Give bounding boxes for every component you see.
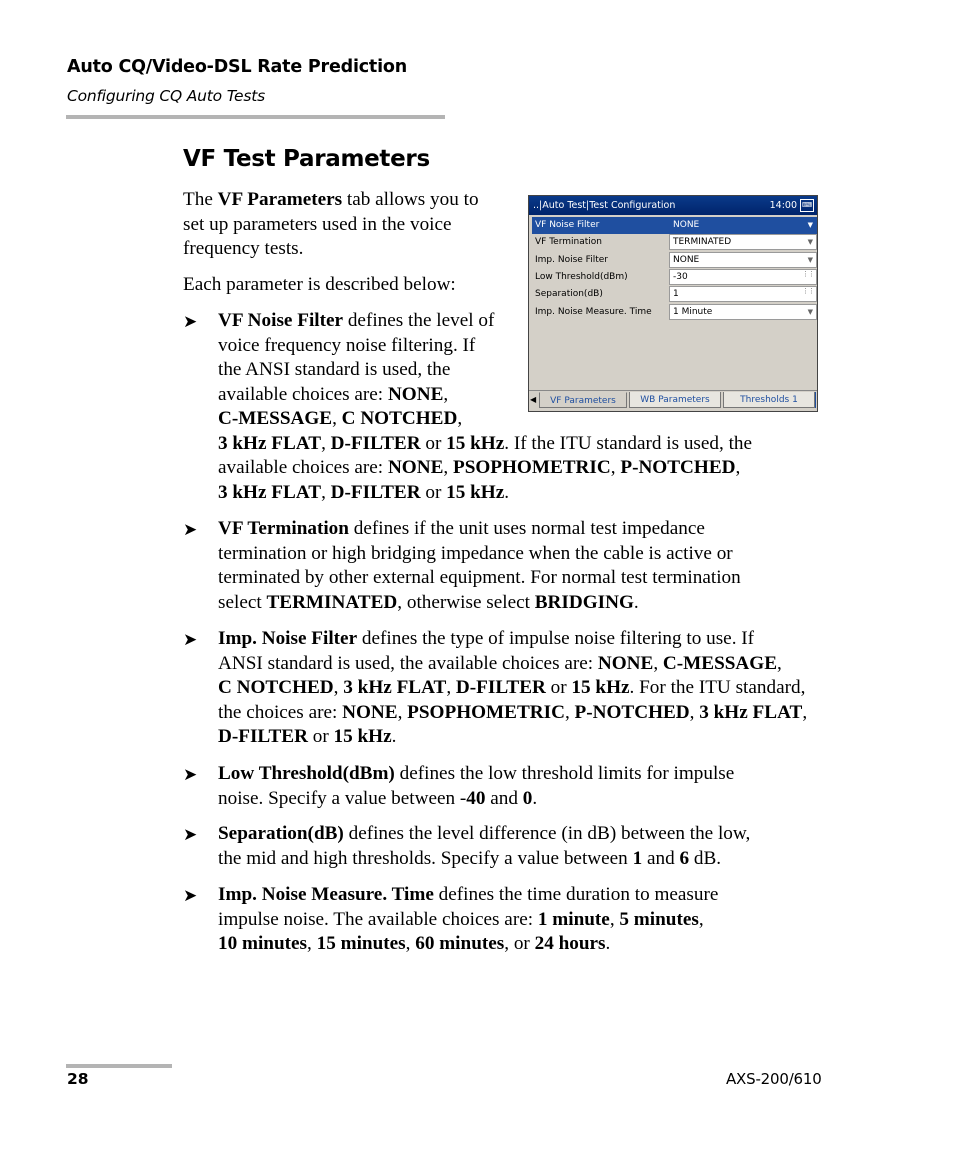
text-line: C-MESSAGE, C NOTCHED, xyxy=(218,408,463,429)
header-chapter-title: Auto CQ/Video-DSL Rate Prediction xyxy=(67,57,407,77)
bold-term: VF Termination xyxy=(218,518,349,539)
device-clock: 14:00 xyxy=(769,200,797,211)
param-dropdown[interactable]: NONE ▼ xyxy=(669,217,817,233)
text-line: the ANSI standard is used, the xyxy=(218,359,451,380)
page-number: 28 xyxy=(67,1070,89,1088)
device-tab-bar xyxy=(529,390,817,411)
bullet-arrow-icon: ➤ xyxy=(183,765,198,785)
bold-term: 1 xyxy=(632,847,643,869)
param-label: Imp. Noise Measure. Time xyxy=(535,306,652,317)
bold-term: 15 kHz xyxy=(446,481,505,503)
text-line: D-FILTER or 15 kHz. xyxy=(218,726,397,747)
device-param-row[interactable] xyxy=(532,286,817,303)
device-body xyxy=(529,215,817,392)
param-label: VF Termination xyxy=(535,237,602,248)
text-line: termination or high bridging impedance when the cable is active or xyxy=(218,542,733,564)
device-param-row[interactable] xyxy=(532,252,817,269)
text-line: noise. Specify a value between -40 and 0. xyxy=(218,787,538,809)
device-param-row[interactable] xyxy=(532,304,817,321)
bold-term: D-FILTER xyxy=(455,677,546,698)
bold-term: 15 kHz xyxy=(333,726,392,747)
text-line: 3 kHz FLAT, D-FILTER or 15 kHz. If the ITU standard is used, the xyxy=(218,432,753,454)
text-line: voice frequency noise filtering. If xyxy=(218,334,476,356)
text-line: available choices are: NONE, xyxy=(218,383,449,405)
footer-rule xyxy=(66,1064,172,1068)
bullet-arrow-icon: ➤ xyxy=(183,520,198,540)
keyboard-icon[interactable]: ⌨ xyxy=(800,199,814,212)
bold-term: 40 xyxy=(466,787,486,809)
spinner-grip-icon[interactable]: ⋮⋮ xyxy=(802,269,814,278)
spinner-grip-icon[interactable]: ⋮⋮ xyxy=(802,287,814,296)
text-line: set up parameters used in the voice xyxy=(183,213,452,235)
param-label: Low Threshold(dBm) xyxy=(535,271,628,282)
tab-scroll-left-icon[interactable]: ◀ xyxy=(530,395,537,404)
header-rule xyxy=(66,115,445,119)
device-tab[interactable]: VF Parameters xyxy=(539,392,627,408)
bullet-arrow-icon: ➤ xyxy=(183,886,198,906)
text-line: 3 kHz FLAT, D-FILTER or 15 kHz. xyxy=(218,481,510,503)
chevron-down-icon[interactable]: ▼ xyxy=(807,255,813,264)
text-line: The VF Parameters tab allows you to xyxy=(183,189,479,210)
text-line: frequency tests. xyxy=(183,238,304,259)
bullet-arrow-icon: ➤ xyxy=(183,825,198,845)
text-line: available choices are: NONE, PSOPHOMETRIC, P-NOTCHED, xyxy=(218,457,741,478)
device-param-row[interactable] xyxy=(532,269,817,286)
bold-term: Separation(dB) xyxy=(218,823,344,844)
bold-term: C-MESSAGE xyxy=(218,408,333,429)
bullet-paragraph xyxy=(218,883,718,957)
bold-term: 6 xyxy=(679,847,690,869)
bullet-paragraph xyxy=(218,822,750,871)
text-line: Low Threshold(dBm) defines the low threshold limits for impulse xyxy=(218,763,735,784)
bold-term: C NOTCHED xyxy=(218,677,334,698)
text-line: impulse noise. The available choices are: 1 minute, 5 minutes, xyxy=(218,908,704,930)
bold-term: D-FILTER xyxy=(218,726,308,747)
bullet-arrow-icon: ➤ xyxy=(183,630,198,650)
bold-term: P-NOTCHED xyxy=(574,701,690,723)
param-spinner[interactable]: -30 ⋮⋮ xyxy=(669,269,817,285)
bold-term: P-NOTCHED xyxy=(620,457,736,478)
bold-term: PSOPHOMETRIC xyxy=(452,457,611,478)
bold-term: 5 minutes xyxy=(619,908,699,930)
bold-term: Imp. Noise Measure. Time xyxy=(218,884,434,905)
each-param-line: Each parameter is described below: xyxy=(183,274,456,295)
bold-term: NONE xyxy=(597,652,654,674)
text-line: the mid and high thresholds. Specify a value between 1 and 6 dB. xyxy=(218,847,722,869)
bold-term: 24 hours xyxy=(534,933,606,954)
text-line: VF Noise Filter defines the level of xyxy=(218,310,495,331)
text-line: Imp. Noise Filter defines the type of impulse noise filtering to use. If xyxy=(218,628,755,649)
bold-term: NONE xyxy=(387,383,444,405)
bold-term: 60 minutes xyxy=(415,933,505,954)
text-line: select TERMINATED, otherwise select BRIDGING. xyxy=(218,591,639,613)
bold-term: 3 kHz FLAT xyxy=(343,677,447,698)
header-section-subtitle: Configuring CQ Auto Tests xyxy=(67,87,266,105)
section-title: VF Test Parameters xyxy=(183,146,430,172)
param-spinner[interactable]: 1 ⋮⋮ xyxy=(669,286,817,302)
product-name: AXS-200/610 xyxy=(726,1070,822,1088)
bold-term: D-FILTER xyxy=(330,481,421,503)
bold-term: VF Noise Filter xyxy=(218,310,344,331)
device-param-row[interactable] xyxy=(532,217,817,234)
bullet-paragraph xyxy=(218,517,741,615)
bold-term: VF Parameters xyxy=(217,189,343,210)
bold-term: 3 kHz FLAT xyxy=(699,701,803,723)
chevron-down-icon[interactable]: ▼ xyxy=(807,221,813,229)
bullet-paragraph xyxy=(218,762,734,811)
text-line: terminated by other external equipment. For normal test termination xyxy=(218,567,741,588)
bold-term: 1 minute xyxy=(537,908,610,930)
text-line: Separation(dB) defines the level difference (in dB) between the low, xyxy=(218,823,751,844)
param-label: VF Noise Filter xyxy=(535,220,600,230)
bullet-paragraph xyxy=(218,627,807,750)
param-label: Separation(dB) xyxy=(535,289,603,300)
bold-term: Imp. Noise Filter xyxy=(218,628,358,649)
bold-term: NONE xyxy=(387,457,444,478)
bold-term: 3 kHz FLAT xyxy=(218,432,322,454)
device-tab[interactable]: WB Parameters xyxy=(629,392,721,408)
chevron-down-icon[interactable]: ▼ xyxy=(807,307,813,316)
text-line: 10 minutes, 15 minutes, 60 minutes, or 24 hours. xyxy=(218,933,611,954)
bold-term: TERMINATED xyxy=(266,591,398,613)
bold-term: 10 minutes xyxy=(218,933,308,954)
intro-paragraph xyxy=(183,188,479,262)
device-titlebar xyxy=(529,196,817,215)
bold-term: NONE xyxy=(342,701,398,723)
bold-term: Low Threshold(dBm) xyxy=(218,763,395,784)
bold-term: BRIDGING xyxy=(534,591,634,613)
bold-term: D-FILTER xyxy=(330,432,421,454)
device-tab[interactable]: Thresholds 1 xyxy=(723,392,815,408)
text-line: VF Termination defines if the unit uses normal test impedance xyxy=(218,518,705,539)
bullet-arrow-icon: ➤ xyxy=(183,312,198,332)
text-line: ANSI standard is used, the available choices are: NONE, C-MESSAGE, xyxy=(218,652,782,674)
bold-term: C-MESSAGE xyxy=(662,652,777,674)
bold-term: 15 kHz xyxy=(446,432,505,454)
bold-term: 15 minutes xyxy=(316,933,406,954)
text-line: Imp. Noise Measure. Time defines the time duration to measure xyxy=(218,884,719,905)
device-title: ..|Auto Test|Test Configuration xyxy=(533,200,676,211)
param-dropdown[interactable]: NONE ▼ xyxy=(669,252,817,268)
param-dropdown[interactable]: TERMINATED ▼ xyxy=(669,234,817,250)
chevron-down-icon[interactable]: ▼ xyxy=(807,238,813,247)
text-line: C NOTCHED, 3 kHz FLAT, D-FILTER or 15 kHz. For the ITU standard, xyxy=(218,677,806,698)
bold-term: C NOTCHED xyxy=(341,408,458,429)
param-label: Imp. Noise Filter xyxy=(535,254,608,265)
bold-term: 15 kHz xyxy=(571,677,630,698)
bold-term: 0 xyxy=(522,787,533,809)
text-line: the choices are: NONE, PSOPHOMETRIC, P-NOTCHED, 3 kHz FLAT, xyxy=(218,701,808,723)
bold-term: 3 kHz FLAT xyxy=(218,481,322,503)
device-screenshot xyxy=(528,195,818,412)
param-dropdown[interactable]: 1 Minute ▼ xyxy=(669,304,817,320)
bold-term: PSOPHOMETRIC xyxy=(407,701,565,723)
device-param-row[interactable] xyxy=(532,234,817,251)
